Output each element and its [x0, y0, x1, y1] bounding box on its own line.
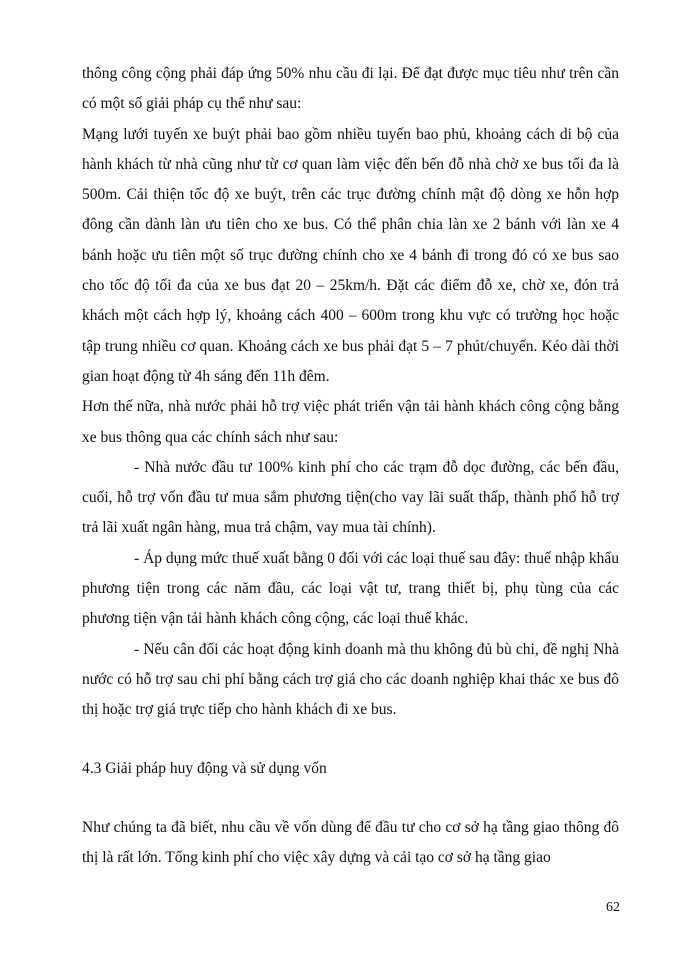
paragraph-state-support: Hơn thế nữa, nhà nước phải hỗ trợ việc phát triển vận tải hành khách công cộng bằng xe bus thông qua các chính sách như sau: [82, 398, 619, 446]
document-page [82, 59, 619, 873]
list-item-investment: - Nhà nước đầu tư 100% kinh phí cho các trạm đỗ dọc đường, các bến đầu, cuối, hỗ trợ vốn đầu tư mua sắm phương tiện(cho vay lãi suất thấp, thành phố hỗ trợ trả lãi xuất ngân hàng, mua trả chậm, vay mua tài chính). [82, 458, 619, 537]
paragraph-intro: thông công cộng phải đáp ứng 50% nhu cầu đi lại. Để đạt được mục tiêu như trên cần có một số giải pháp cụ thể như sau: [82, 65, 619, 113]
paragraph-bus-network: Mạng lưới tuyến xe buýt phải bao gồm nhiều tuyến bao phủ, khoảng cách di bộ của hành khách từ nhà cũng như từ cơ quan làm việc đến bến đỗ nhà chờ xe bus tối đa là 500m. Cải thiện tốc độ xe buýt, trên các trục đường chính mật độ dòng xe hỗn hợp đông cần dành làn ưu tiên cho xe bus. Có thể phân chia làn xe 2 bánh với làn xe 4 bánh hoặc ưu tiên một số trục đường chính cho xe 4 bánh đi trong đó có xe bus sao cho tốc độ tối đa của xe bus đạt 20 – 25km/h. Đặt các điểm đỗ xe, chờ xe, đón trả khách một cách hợp lý, khoảng cách 400 – 600m trong khu vực có trường học hoặc tập trung nhiều cơ quan. Khoảng cách xe bus phải đạt 5 – 7 phút/chuyến. Kéo dài thời gian hoạt động từ 4h sáng đến 11h đêm. [82, 125, 619, 385]
section-heading: 4.3 Giải pháp huy động và sử dụng vốn [82, 759, 327, 777]
paragraph-capital: Như chúng ta đã biết, nhu cầu về vốn dùng để đầu tư cho cơ sở hạ tầng giao thông đô thị là rất lớn. Tổng kinh phí cho việc xây dựng và cải tạo cơ sở hạ tầng giao [82, 818, 619, 866]
page-number: 62 [606, 900, 620, 915]
list-item-tax: - Áp dụng mức thuế xuất bằng 0 đối với các loại thuế sau đây: thuế nhập khẩu phương tiện trong các năm đầu, các loại vật tư, trang thiết bị, phụ tùng của các phương tiện vận tải hành khách công cộng, các loại thuế khác. [82, 549, 619, 628]
list-item-subsidy: - Nếu cân đối các hoạt động kinh doanh mà thu không đủ bù chi, đề nghị Nhà nước có hỗ trợ sau chi phí bằng cách trợ giá cho các doanh nghiệp khai thác xe bus đô thị hoặc trợ giá trực tiếp cho hành khách đi xe bus. [82, 640, 619, 719]
